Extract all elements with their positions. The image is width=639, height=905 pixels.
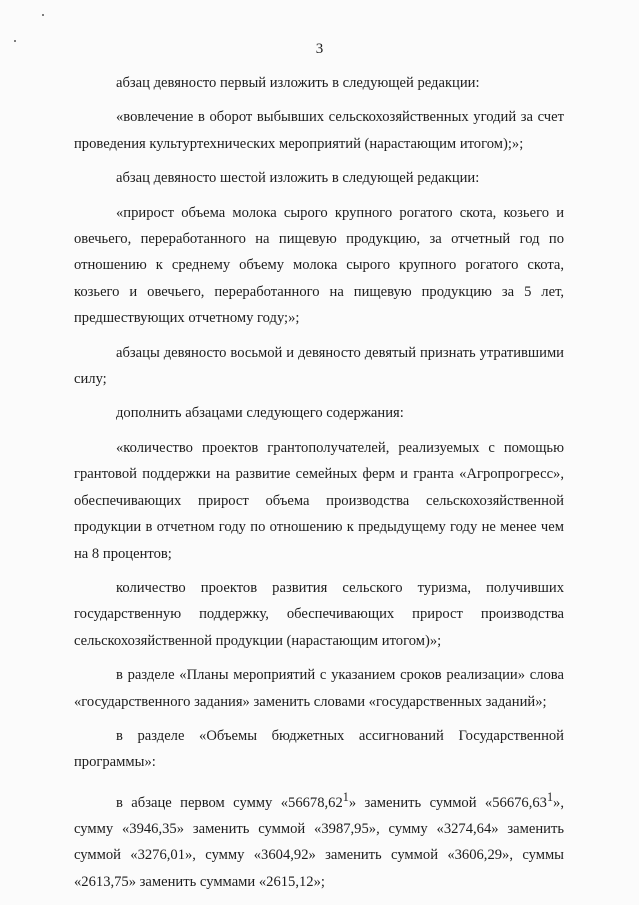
paragraph-9: в разделе «Планы мероприятий с указанием сроков реализации» слова «государственного задания» заменить словами «государственных заданий»;: [74, 667, 564, 710]
document-body: [74, 70, 564, 903]
scan-speck: [42, 14, 44, 16]
paragraph-4: «прирост объема молока сырого крупного рогатого скота, козьего и овечьего, переработанного на пищевую продукцию, за отчетный год по отношению к среднему объему молока сырого крупного рогатого скота, козьего и овечьего, переработанного на пищевую продукцию за 5 лет, предшествующих отчетному году;»;: [74, 204, 564, 327]
paragraph-3: абзац девяносто шестой изложить в следующей редакции:: [116, 170, 480, 187]
paragraph-7: «количество проектов грантополучателей, реализуемых с помощью грантовой поддержки на развитие семейных ферм и гранта «Агропрогресс», обеспечивающих прирост объема производства сельскохозяйственной продукции в отчетном году по отношению к предыдущему году не менее чем на 8 процентов;: [74, 439, 564, 562]
footnote-mark-2: 1: [546, 789, 554, 804]
paragraph-11: [74, 784, 564, 895]
paragraph-8: количество проектов развития сельского туризма, получивших государственную поддержку, обеспечивающих прирост производства сельскохозяйственной продукции (нарастающим итогом)»;: [74, 579, 564, 649]
paragraph-10: в разделе «Объемы бюджетных ассигнований Государственной программы»:: [74, 727, 564, 771]
paragraph-11-part-1: в абзаце первом сумму «56678,62: [116, 794, 343, 811]
paragraph-6: дополнить абзацами следующего содержания:: [116, 405, 404, 422]
page-number: 3: [315, 41, 324, 57]
paragraph-5: абзацы девяносто восьмой и девяносто девятый признать утратившими силу;: [74, 344, 564, 388]
footnote-mark-1: 1: [342, 789, 349, 804]
paragraph-11-part-2: » заменить суммой «56676,63: [348, 794, 547, 811]
paragraph-11-part-3: », сумму «3946,35» заменить суммой «3987,95», сумму «3274,64» заменить суммой «3276,01», сумму «3604,92» заменить суммой «3606,29», суммы «2613,75» заменить суммами «2615,12»;: [74, 794, 564, 890]
paragraph-2: «вовлечение в оборот выбывших сельскохозяйственных угодий за счет проведения культуртехнических мероприятий (нарастающим итогом);»;: [74, 109, 564, 152]
paragraph-1: абзац девяносто первый изложить в следующей редакции:: [116, 75, 480, 91]
